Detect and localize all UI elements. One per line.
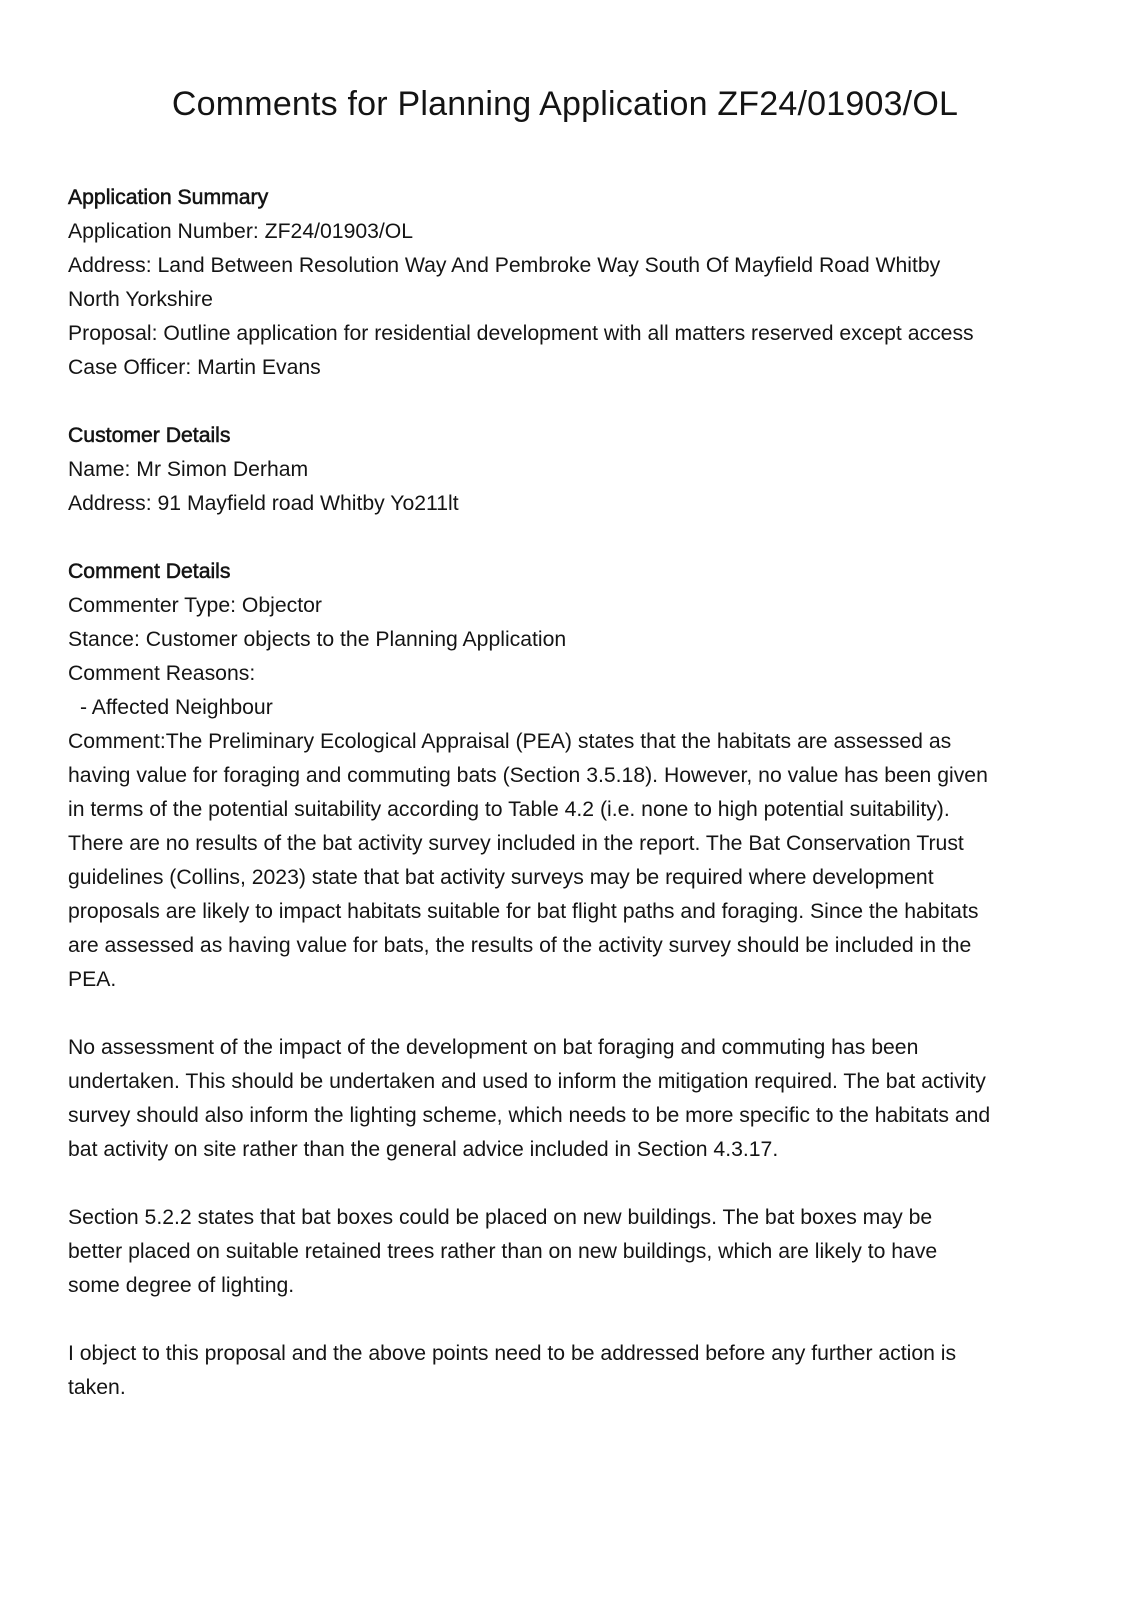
paragraph-spacer [68, 997, 1068, 1031]
comment-line: undertaken. This should be undertaken and used to inform the mitigation required. The bat activity [68, 1070, 986, 1093]
paragraph-spacer [68, 1167, 1068, 1201]
commenter-type: Commenter Type: Objector [68, 594, 322, 617]
comment-reason-item: - Affected Neighbour [80, 696, 273, 719]
comment-line: There are no results of the bat activity survey included in the report. The Bat Conservation Trust [68, 832, 964, 855]
document-body [68, 181, 1068, 1405]
paragraph-spacer [68, 1303, 1068, 1337]
section-spacer [68, 385, 1068, 419]
comment-line: Section 5.2.2 states that bat boxes could be placed on new buildings. The bat boxes may be [68, 1206, 933, 1229]
comment-details-section [68, 555, 1068, 1405]
section-spacer [68, 521, 1068, 555]
comment-line: in terms of the potential suitability according to Table 4.2 (i.e. none to high potential suitability). [68, 798, 950, 821]
customer-details-section [68, 419, 1068, 521]
comment-line: bat activity on site rather than the general advice included in Section 4.3.17. [68, 1138, 779, 1161]
comment-line: proposals are likely to impact habitats suitable for bat flight paths and foraging. Since the habitats [68, 900, 979, 923]
stance: Stance: Customer objects to the Planning Application [68, 628, 567, 651]
customer-address: Address: 91 Mayfield road Whitby Yo211lt [68, 492, 459, 515]
comment-line: are assessed as having value for bats, the results of the activity survey should be included in the [68, 934, 972, 957]
comment-line: better placed on suitable retained trees rather than on new buildings, which are likely to have [68, 1240, 938, 1263]
customer-name: Name: Mr Simon Derham [68, 458, 309, 481]
comment-line: survey should also inform the lighting scheme, which needs to be more specific to the habitats and [68, 1104, 991, 1127]
application-summary-heading: Application Summary [68, 186, 269, 209]
comment-line: some degree of lighting. [68, 1274, 295, 1297]
comment-paragraph-4 [68, 1337, 1068, 1405]
comment-line: PEA. [68, 968, 117, 991]
comment-line: I object to this proposal and the above points need to be addressed before any further action is [68, 1342, 957, 1365]
comment-line: having value for foraging and commuting bats (Section 3.5.18). However, no value has been given [68, 764, 988, 787]
application-summary-section [68, 181, 1068, 385]
comment-reasons-label: Comment Reasons: [68, 662, 256, 685]
comment-line: guidelines (Collins, 2023) state that bat activity surveys may be required where development [68, 866, 934, 889]
comment-paragraph-1 [68, 725, 1068, 997]
comment-paragraph-2 [68, 1031, 1068, 1167]
comment-paragraph-3 [68, 1201, 1068, 1303]
application-number: Application Number: ZF24/01903/OL [68, 220, 414, 243]
case-officer: Case Officer: Martin Evans [68, 356, 321, 379]
application-address-line-2: North Yorkshire [68, 288, 213, 311]
comment-details-heading: Comment Details [68, 560, 231, 583]
application-address-line-1: Address: Land Between Resolution Way And Pembroke Way South Of Mayfield Road Whitby [68, 254, 941, 277]
application-proposal: Proposal: Outline application for residential development with all matters reserved except access [68, 322, 974, 345]
comment-line: No assessment of the impact of the development on bat foraging and commuting has been [68, 1036, 919, 1059]
customer-details-heading: Customer Details [68, 424, 231, 447]
page-title: Comments for Planning Application ZF24/01903/OL [171, 85, 959, 123]
comment-line: Comment:The Preliminary Ecological Appraisal (PEA) states that the habitats are assessed as [68, 730, 952, 753]
comment-line: taken. [68, 1376, 126, 1399]
